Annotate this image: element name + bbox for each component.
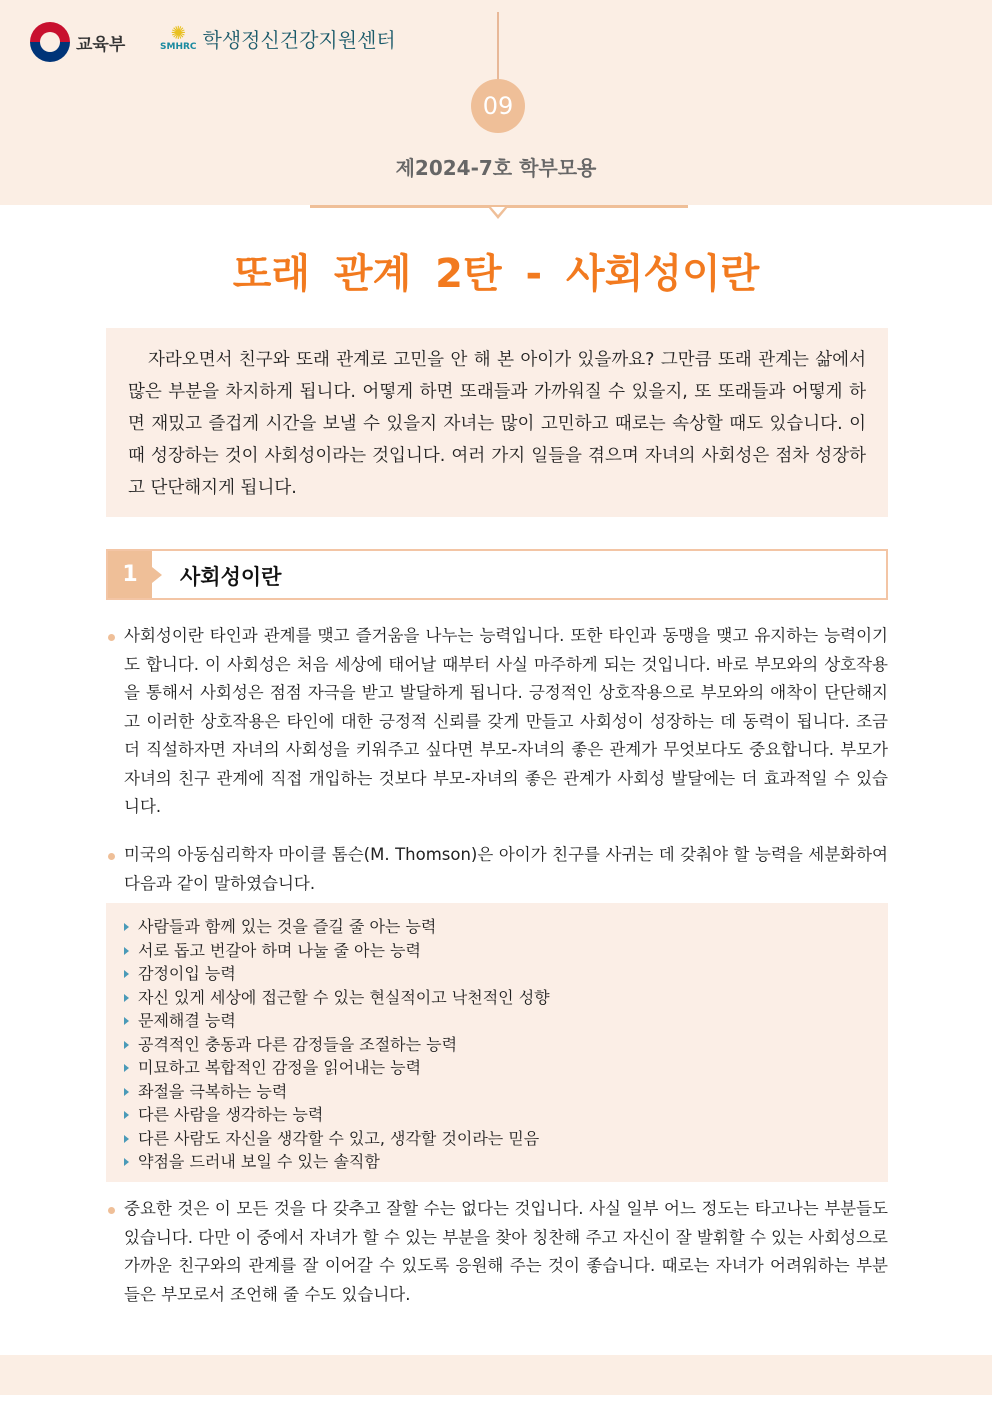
divider-line bbox=[497, 12, 499, 82]
list-item: 다른 사람을 생각하는 능력 bbox=[124, 1103, 888, 1127]
section-title: 사회성이란 bbox=[180, 565, 282, 589]
center-abbr: SMHRC bbox=[160, 42, 197, 52]
issue-number: 09 bbox=[471, 79, 525, 133]
section-number: 1 bbox=[108, 551, 152, 598]
taegeuk-icon bbox=[30, 22, 70, 62]
ministry-logo bbox=[30, 22, 125, 62]
section-header bbox=[106, 549, 888, 600]
footer-band bbox=[0, 1355, 992, 1395]
issue-label: 제2024-7호 학부모용 bbox=[395, 156, 597, 180]
list-item: 문제해결 능력 bbox=[124, 1009, 888, 1033]
list-item: 좌절을 극복하는 능력 bbox=[124, 1080, 888, 1104]
list-item: 다른 사람도 자신을 생각할 수 있고, 생각할 것이라는 믿음 bbox=[124, 1127, 888, 1151]
intro-box: 자라오면서 친구와 또래 관계로 고민을 안 해 본 아이가 있을까요? 그만큼 또래 관계는 삶에서 많은 부분을 차지하게 됩니다. 어떻게 하면 또래들과 가까워질 수 있을지, 또 또래들과 어떻게 하면 재밌고 즐겁게 시간을 보낼 수 있을지 자녀는 많이 고민하고 때로는 속상할 때도 있습니다. 이때 성장하는 것이 사회성이라는 것입니다. 여러 가지 일들을 겪으며 자녀의 사회성은 점차 성장하고 단단해지게 됩니다. bbox=[106, 328, 888, 517]
center-logo bbox=[160, 24, 396, 53]
center-name: 학생정신건강지원센터 bbox=[202, 28, 396, 52]
pointer-inner bbox=[491, 207, 505, 215]
list-item: 공격적인 충동과 다른 감정들을 조절하는 능력 bbox=[124, 1033, 888, 1057]
list-item: 약점을 드러내 보일 수 있는 솔직함 bbox=[124, 1150, 888, 1174]
ministry-name: 교육부 bbox=[76, 34, 126, 55]
list-item: 미묘하고 복합적인 감정을 읽어내는 능력 bbox=[124, 1056, 888, 1080]
list-item: 서로 돕고 번갈아 하며 나눌 줄 아는 능력 bbox=[124, 939, 888, 963]
bullet-paragraph: 사회성이란 타인과 관계를 맺고 즐거움을 나누는 능력입니다. 또한 타인과 동맹을 맺고 유지하는 능력이기도 합니다. 이 사회성은 처음 세상에 태어날 때부터 사실 마주하게 되는 것입니다. 바로 부모와의 상호작용을 통해서 사회성은 점점 자극을 받고 발달하게 됩니다. 긍정적인 상호작용으로 부모와의 애착이 단단해지고 이러한 상호작용은 타인에 대한 긍정적 신뢰를 갖게 만들고 사회성이 성장하는 데 동력이 됩니다. 조금 더 직설하자면 자녀의 사회성을 키워주고 싶다면 부모-자녀의 좋은 관계가 무엇보다도 중요합니다. 부모가 자녀의 친구 관계에 직접 개입하는 것보다 부모-자녀의 좋은 관계가 사회성 발달에는 더 효과적일 수 있습니다. bbox=[106, 622, 888, 822]
list-item: 감정이입 능력 bbox=[124, 962, 888, 986]
bullet-paragraph: 미국의 아동심리학자 마이클 톰슨(M. Thomson)은 아이가 친구를 사귀는 데 갖춰야 할 능력을 세분화하여 다음과 같이 말하였습니다. bbox=[106, 841, 888, 898]
list-item: 사람들과 함께 있는 것을 즐길 줄 아는 능력 bbox=[124, 915, 888, 939]
ability-list bbox=[106, 903, 888, 1182]
page-title: 또래 관계 2탄 - 사회성이란 bbox=[232, 251, 760, 297]
smhrc-icon: ✺ SMHRC bbox=[160, 23, 197, 52]
arrow-icon bbox=[152, 567, 162, 583]
list-item: 자신 있게 세상에 접근할 수 있는 현실적이고 낙천적인 성향 bbox=[124, 986, 888, 1010]
bullet-paragraph: 중요한 것은 이 모든 것을 다 갖추고 잘할 수는 없다는 것입니다. 사실 일부 어느 정도는 타고나는 부분들도 있습니다. 다만 이 중에서 자녀가 할 수 있는 부분을 찾아 칭찬해 주고 자신이 잘 발휘할 수 있는 사회성으로 가까운 친구와의 관계를 잘 이어갈 수 있도록 응원해 주는 것이 좋습니다. 때로는 자녀가 어려워하는 부분들은 부모로서 조언해 줄 수도 있습니다. bbox=[106, 1195, 888, 1309]
